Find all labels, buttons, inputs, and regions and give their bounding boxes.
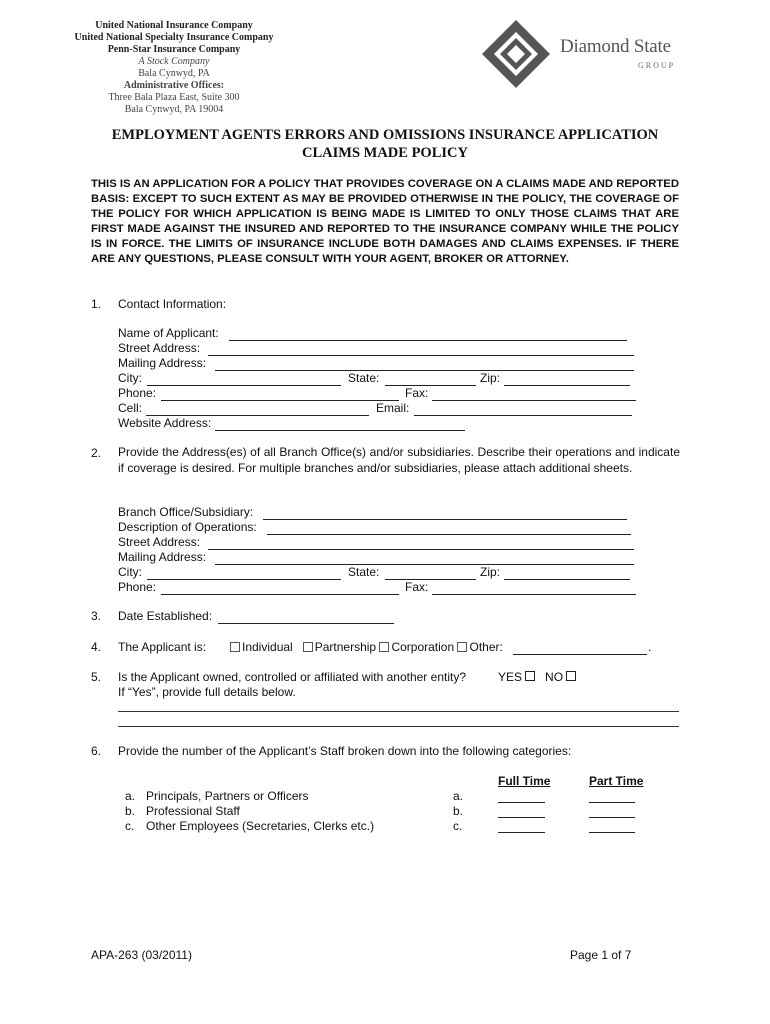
admin-address-2: Bala Cynwyd, PA 19004 (124, 104, 224, 115)
staff-row-b-ref: b. (453, 804, 464, 818)
staff-a-part-time-field[interactable] (589, 802, 635, 803)
branch-state-label: State: (348, 565, 380, 579)
applicant-type-options (230, 640, 503, 654)
affiliation-details-line-1[interactable] (118, 711, 679, 712)
individual-option: Individual (242, 640, 293, 654)
applicant-name-field[interactable] (229, 340, 627, 341)
street-address-label: Street Address: (118, 341, 201, 355)
q3-number: 3. (91, 609, 102, 623)
corporation-checkbox[interactable] (379, 642, 389, 652)
staff-row-a-ref: a. (453, 789, 464, 803)
city-label: City: (118, 371, 142, 385)
affiliation-details-line-2[interactable] (118, 726, 679, 727)
company-name-3: Penn-Star Insurance Company (107, 44, 241, 55)
branch-city-label: City: (118, 565, 142, 579)
no-checkbox[interactable] (566, 671, 576, 681)
affiliation-question: Is the Applicant owned, controlled or affiliated with another entity? (118, 670, 466, 684)
branch-fax-label: Fax: (405, 580, 429, 594)
branch-street-label: Street Address: (118, 535, 201, 549)
company-name-1: United National Insurance Company (95, 20, 253, 31)
staff-row-b-letter: b. (125, 804, 136, 818)
no-label: NO (545, 670, 564, 684)
city-field[interactable] (147, 385, 341, 386)
diamond-state-logo (482, 18, 682, 90)
q1-label: Contact Information: (118, 297, 227, 311)
date-established-field[interactable] (218, 623, 394, 624)
branch-zip-label: Zip: (480, 565, 501, 579)
cell-label: Cell: (118, 401, 143, 415)
branch-field[interactable] (263, 519, 627, 520)
partnership-checkbox[interactable] (303, 642, 313, 652)
applicant-name-label: Name of Applicant: (118, 326, 219, 340)
staff-question: Provide the number of the Applicant’s Staff broken down into the following categories: (118, 744, 572, 758)
form-subtitle: CLAIMS MADE POLICY (302, 145, 468, 161)
fax-label: Fax: (405, 386, 429, 400)
mailing-address-field[interactable] (215, 370, 634, 371)
staff-c-part-time-field[interactable] (589, 832, 635, 833)
form-number: APA-263 (03/2011) (91, 948, 192, 962)
other-checkbox[interactable] (457, 642, 467, 652)
logo-group: GROUP (638, 61, 676, 70)
branch-fax-field[interactable] (432, 594, 636, 595)
staff-row-c-ref: c. (453, 819, 463, 833)
mailing-address-label: Mailing Address: (118, 356, 207, 370)
form-title: EMPLOYMENT AGENTS ERRORS AND OMISSIONS INSURANCE APPLICATION (111, 127, 659, 143)
letterhead (60, 20, 288, 116)
staff-row-c-letter: c. (125, 819, 135, 833)
phone-label: Phone: (118, 386, 157, 400)
other-option: Other: (469, 640, 503, 654)
zip-label: Zip: (480, 371, 501, 385)
email-label: Email: (376, 401, 410, 415)
q2-number: 2. (91, 446, 102, 460)
staff-row-a-label: Principals, Partners or Officers (146, 789, 309, 803)
applicant-type-label: The Applicant is: (118, 640, 207, 654)
branch-phone-label: Phone: (118, 580, 157, 594)
staff-row-c-label: Other Employees (Secretaries, Clerks etc.) (146, 819, 375, 833)
full-time-header: Full Time (498, 774, 551, 788)
branch-state-field[interactable] (385, 579, 476, 580)
date-established-label: Date Established: (118, 609, 213, 623)
affiliation-followup: If “Yes”, provide full details below. (118, 685, 296, 699)
claims-made-notice: THIS IS AN APPLICATION FOR A POLICY THAT PROVIDES COVERAGE ON A CLAIMS MADE AND REPORTED BASIS: EXCEPT TO SUCH EXTENT AS MAY BE PROVIDED OTHERWISE IN THE POLICY, THE COVERAGE OF THE POLICY FOR WHICH APPLICATION IS BEING MADE IS LIMITED TO ONLY THOSE CLAIMS THAT ARE FIRST MADE AGAINST THE INSURED AND REPORTED TO THE INSURANCE COMPANY WHILE THE POLICY IS IN FORCE. THE LIMITS OF INSURANCE INCLUDE BOTH DAMAGES AND CLAIMS EXPENSES. IF THERE ARE ANY QUESTIONS, PLEASE CONSULT WITH YOUR AGENT, BROKER OR ATTORNEY. (91, 178, 679, 265)
staff-row-a-letter: a. (125, 789, 136, 803)
other-type-field[interactable] (513, 654, 647, 655)
branch-label: Branch Office/Subsidiary: (118, 505, 254, 519)
phone-field[interactable] (161, 400, 399, 401)
affiliation-yes-no (498, 670, 576, 684)
branch-street-field[interactable] (208, 549, 634, 550)
email-field[interactable] (414, 415, 632, 416)
company-city: Bala Cynwyd, PA (138, 68, 210, 79)
zip-field[interactable] (504, 385, 630, 386)
admin-address-1: Three Bala Plaza East, Suite 300 (108, 92, 240, 103)
state-label: State: (348, 371, 380, 385)
logo-name: Diamond State (560, 36, 671, 57)
website-label: Website Address: (118, 416, 212, 430)
staff-b-full-time-field[interactable] (498, 817, 545, 818)
corporation-option: Corporation (391, 640, 455, 654)
staff-c-full-time-field[interactable] (498, 832, 545, 833)
branch-zip-field[interactable] (504, 579, 630, 580)
stock-company: A Stock Company (138, 56, 210, 67)
branch-mailing-label: Mailing Address: (118, 550, 207, 564)
company-name-2: United National Specialty Insurance Company (74, 32, 274, 43)
page-number: Page 1 of 7 (570, 948, 632, 962)
state-field[interactable] (385, 385, 476, 386)
q1-number: 1. (91, 297, 102, 311)
description-label: Description of Operations: (118, 520, 257, 534)
branch-city-field[interactable] (147, 579, 341, 580)
branch-phone-field[interactable] (161, 594, 399, 595)
individual-checkbox[interactable] (230, 642, 240, 652)
partnership-option: Partnership (314, 640, 377, 654)
q4-number: 4. (91, 640, 102, 654)
yes-label: YES (498, 670, 523, 684)
branch-mailing-field[interactable] (215, 564, 634, 565)
other-type-period: . (648, 640, 652, 654)
part-time-header: Part Time (589, 774, 644, 788)
street-address-field[interactable] (208, 355, 634, 356)
q5-number: 5. (91, 670, 102, 684)
q6-number: 6. (91, 744, 102, 758)
admin-offices-label: Administrative Offices: (123, 80, 225, 91)
description-field[interactable] (267, 534, 631, 535)
website-field[interactable] (215, 430, 465, 431)
staff-a-full-time-field[interactable] (498, 802, 545, 803)
staff-b-part-time-field[interactable] (589, 817, 635, 818)
yes-checkbox[interactable] (525, 671, 535, 681)
diamond-logo-icon (482, 18, 554, 90)
staff-row-b-label: Professional Staff (146, 804, 240, 818)
fax-field[interactable] (432, 400, 636, 401)
q2-text: Provide the Address(es) of all Branch Office(s) and/or subsidiaries. Describe their operations and indicate if coverage is desired. For multiple branches and/or subsidiaries, please attach additional sheets. (118, 445, 680, 475)
